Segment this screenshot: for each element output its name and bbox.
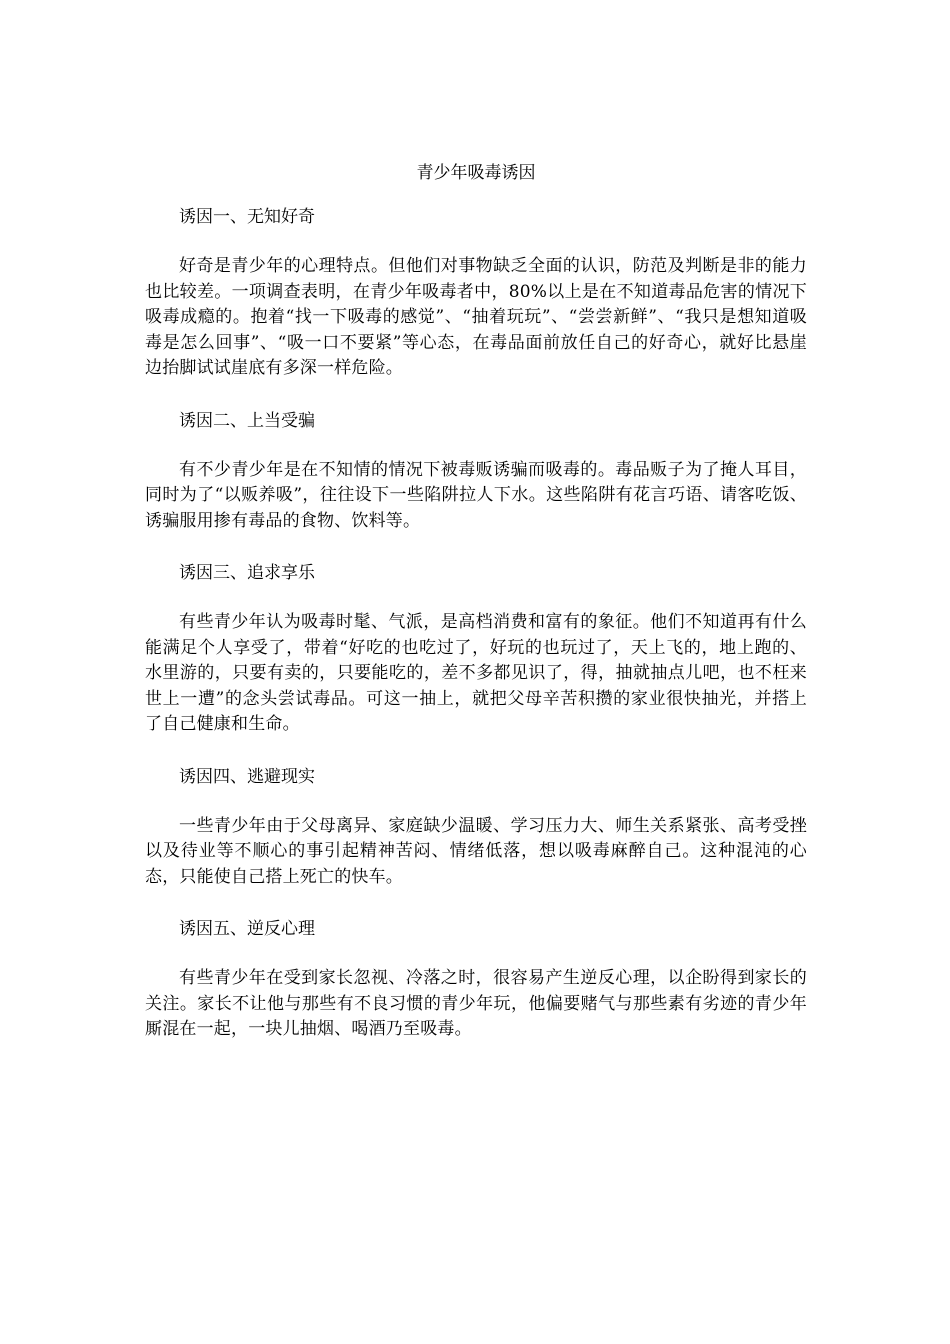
- section-2: [145, 406, 807, 535]
- section-heading: 诱因一、无知好奇: [179, 207, 315, 227]
- section-heading: 诱因四、逃避现实: [179, 766, 315, 787]
- document-title: 青少年吸毒诱因: [416, 163, 536, 183]
- section-5: [145, 914, 807, 1043]
- section-body: 好奇是青少年的心理特点。但他们对事物缺乏全面的认识，防范及判断是非的能力也比较差。一项调查表明，在青少年吸毒者中，80%以上是在不知道毒品危害的情况下吸毒成瘾的。抱着“找一下吸毒的感觉”、“抽着玩玩”、“尝尝新鲜”、“我只是想知道吸毒是怎么回事”、“吸一口不要紧”等心态，在毒品面前放任自己的好奇心，就好比悬崖边抬脚试试崖底有多深一样危险。: [145, 256, 807, 378]
- section-heading: 诱因二、上当受骗: [179, 410, 315, 431]
- section-heading: 诱因五、逆反心理: [179, 919, 315, 939]
- section-heading: 诱因三、追求享乐: [179, 563, 315, 583]
- section-3: [145, 558, 807, 738]
- section-4: [145, 762, 807, 891]
- document-page: [145, 158, 807, 1067]
- section-1: [145, 202, 807, 382]
- section-body: 一些青少年由于父母离异、家庭缺少温暖、学习压力大、师生关系紧张、高考受挫以及待业等不顺心的事引起精神苦闷、情绪低落，想以吸毒麻醉自己。这种混沌的心态，只能使自己搭上死亡的快车。: [145, 815, 807, 887]
- section-body: 有些青少年认为吸毒时髦、气派，是高档消费和富有的象征。他们不知道再有什么能满足个人享受了，带着“好吃的也吃过了，好玩的也玩过了，天上飞的，地上跑的、水里游的，只要有卖的，只要能吃的，差不多都见识了，得，抽就抽点儿吧，也不枉来世上一遭”的念头尝试毒品。可这一抽上，就把父母辛苦积攒的家业很快抽光，并搭上了自己健康和生命。: [145, 612, 807, 734]
- section-body: 有些青少年在受到家长忽视、冷落之时，很容易产生逆反心理，以企盼得到家长的关注。家长不让他与那些有不良习惯的青少年玩，他偏要赌气与那些素有劣迹的青少年厮混在一起，一块儿抽烟、喝酒乃至吸毒。: [145, 968, 807, 1039]
- section-body: 有不少青少年是在不知情的情况下被毒贩诱骗而吸毒的。毒品贩子为了掩人耳目，同时为了“以贩养吸”，往往设下一些陷阱拉人下水。这些陷阱有花言巧语、请客吃饭、诱骗服用掺有毒品的食物、饮料等。: [145, 459, 807, 531]
